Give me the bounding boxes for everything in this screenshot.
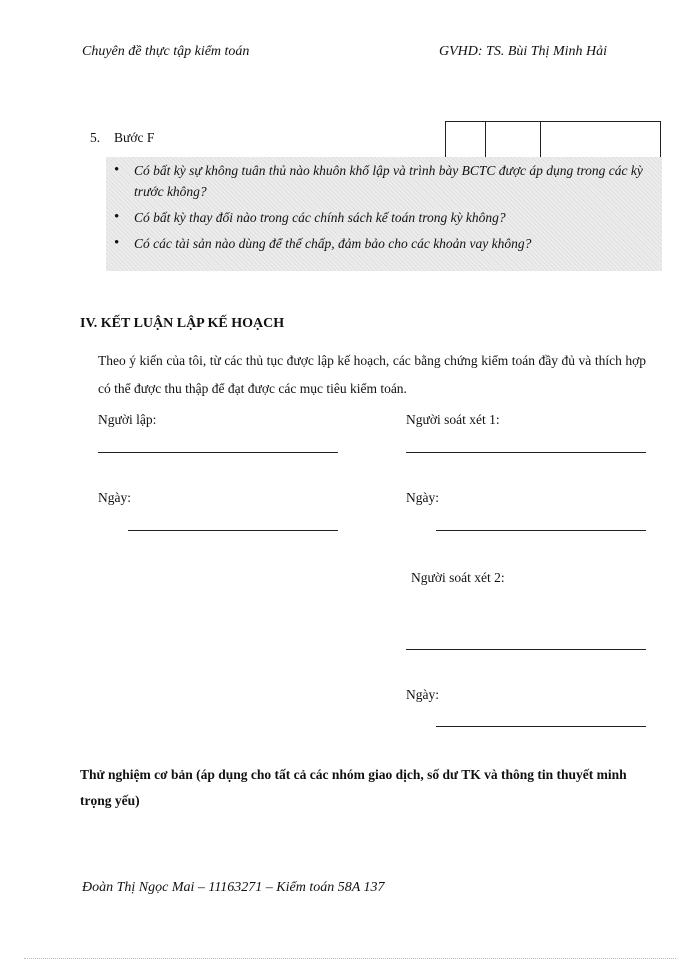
question-list bbox=[112, 160, 656, 259]
preparer-signature-line bbox=[98, 452, 338, 453]
reviewer2-date-line bbox=[436, 726, 646, 727]
reviewer1-signature-line bbox=[406, 452, 646, 453]
section-title: IV. KẾT LUẬN LẬP KẾ HOẠCH bbox=[80, 316, 285, 331]
preparer-label: Người lập: bbox=[98, 412, 157, 427]
substantive-test-note: Thử nghiệm cơ bản (áp dụng cho tất cả các nhóm giao dịch, số dư TK và thông tin thuyết minh trọng yếu) bbox=[80, 767, 627, 808]
answer-grid bbox=[445, 121, 661, 158]
reviewer2-label: Người soát xét 2: bbox=[411, 570, 505, 585]
answer-cell bbox=[486, 122, 541, 157]
reviewer1-label: Người soát xét 1: bbox=[406, 412, 500, 427]
answer-cell bbox=[446, 122, 486, 157]
reviewer2-signature-line bbox=[406, 649, 646, 650]
reviewer1-date-label: Ngày: bbox=[406, 490, 439, 505]
question-item: • Có bất kỳ thay đổi nào trong các chính sách kế toán trong kỳ không? bbox=[112, 207, 656, 228]
preparer-date-label: Ngày: bbox=[98, 490, 131, 505]
footer-text: Đoàn Thị Ngọc Mai – 11163271 – Kiểm toán 58A 137 bbox=[82, 880, 385, 895]
reviewer2-date-label: Ngày: bbox=[406, 687, 439, 702]
header-right: GVHD: TS. Bùi Thị Minh Hải bbox=[439, 44, 607, 59]
page-bottom-border bbox=[24, 958, 676, 959]
preparer-date-line bbox=[128, 530, 338, 531]
step-label: Bước F bbox=[114, 130, 155, 145]
step-item bbox=[90, 130, 154, 146]
answer-cell bbox=[541, 122, 660, 157]
question-item: • Có các tài sản nào dùng để thế chấp, đảm bảo cho các khoản vay không? bbox=[112, 233, 656, 254]
header-left: Chuyên đề thực tập kiểm toán bbox=[82, 44, 250, 59]
step-number: 5. bbox=[90, 130, 101, 145]
reviewer1-date-line bbox=[436, 530, 646, 531]
question-item: • Có bất kỳ sự không tuân thủ nào khuôn khổ lập và trình bày BCTC được áp dụng trong các kỳ trước không? bbox=[112, 160, 656, 202]
conclusion-paragraph: Theo ý kiến của tôi, từ các thủ tục được lập kế hoạch, các bằng chứng kiểm toán đầy đủ và thích hợp có thể được thu thập để đạt được các mục tiêu kiểm toán. bbox=[98, 353, 646, 396]
